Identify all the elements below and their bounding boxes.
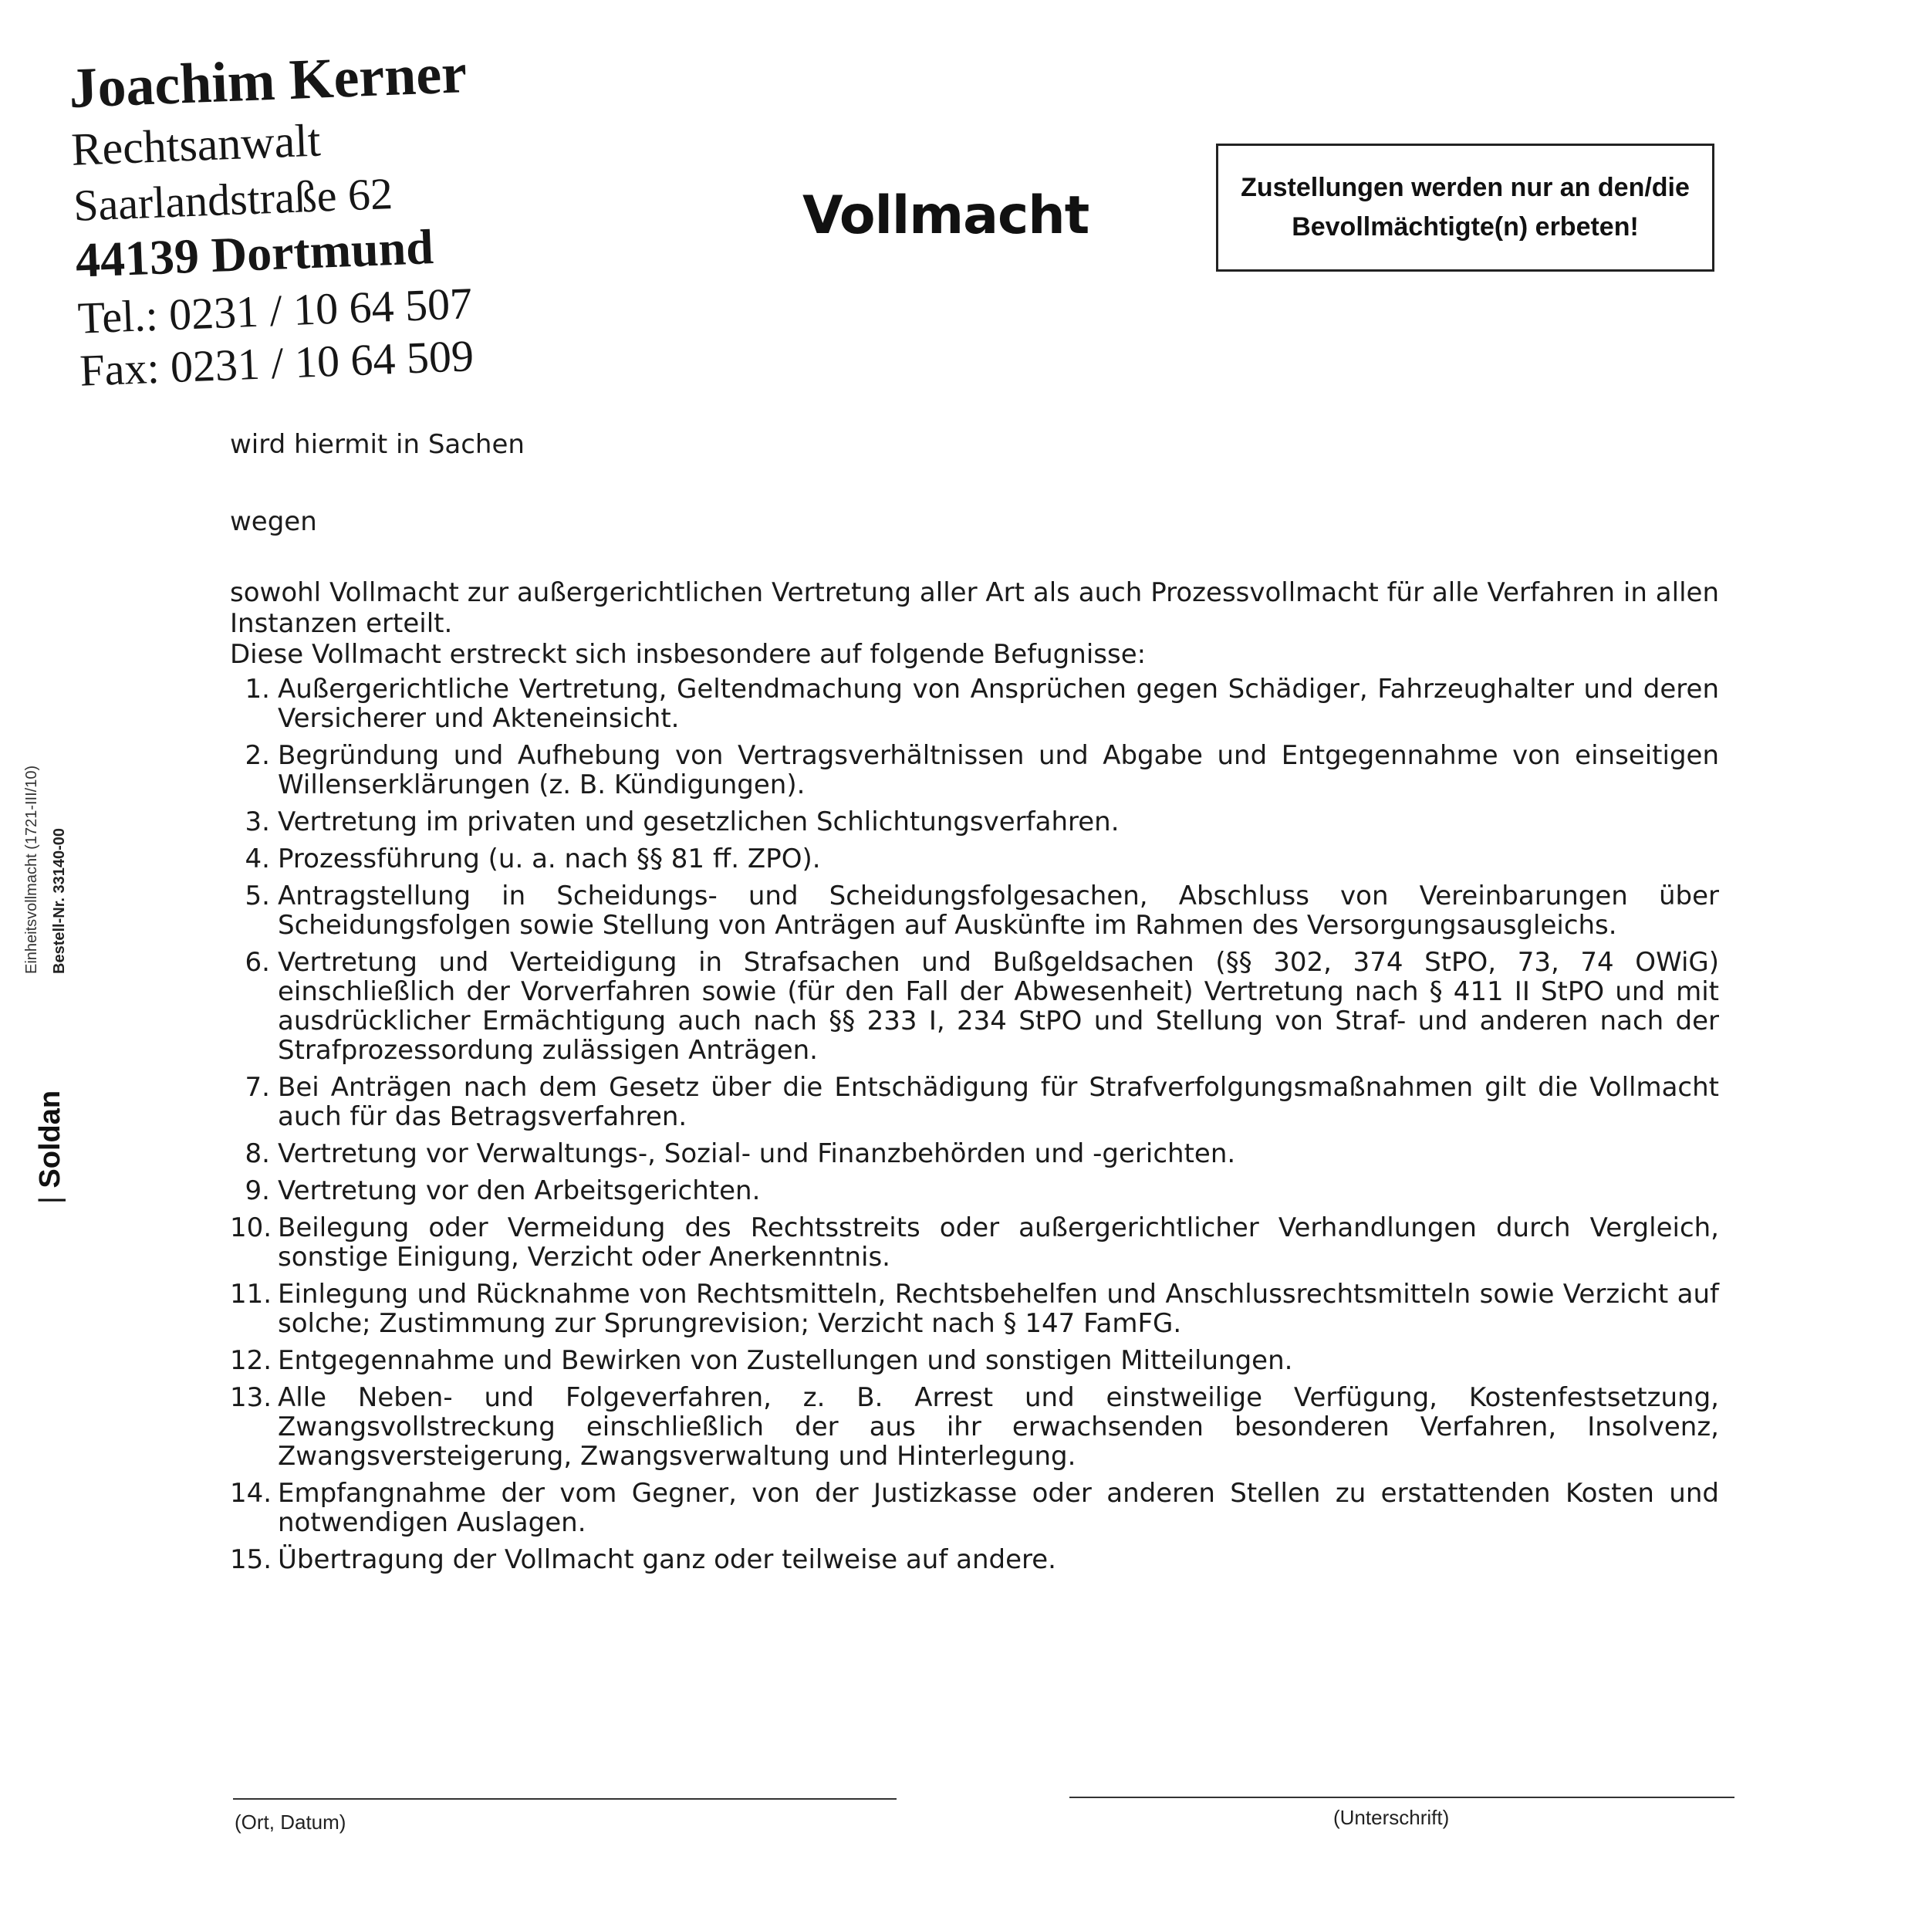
order-number: Bestell-Nr. 33140-00 xyxy=(51,827,68,974)
power-item xyxy=(230,881,1719,940)
power-item-number: 1. xyxy=(245,674,270,705)
power-item xyxy=(230,948,1719,1065)
power-item-text: Vertretung und Verteidigung in Strafsachen und Bußgeldsachen (§§ 302, 374 StPO, 73, 74 OWiG) einschließlich der Vorverfahren sowie (für den Fall der Abwesenheit) Vertretung nach § 411 II StPO und mit ausdrücklicher Ermächtigung auch nach §§ 233 I, 234 StPO und Stellung von Straf- und anderen nach der Strafprozessordung zulässigen Anträgen. xyxy=(278,947,1719,1066)
delivery-notice-box xyxy=(1216,144,1714,272)
lawyer-stamp xyxy=(68,44,513,401)
power-item-number: 6. xyxy=(245,947,270,978)
power-item xyxy=(230,1176,1719,1205)
intro-lead: Diese Vollmacht erstreckt sich insbesondere auf folgende Befugnisse: xyxy=(230,639,1147,670)
power-item-number: 13. xyxy=(230,1382,272,1413)
power-item xyxy=(230,1073,1719,1131)
power-item-number: 14. xyxy=(230,1478,272,1509)
notice-line-2: Bevollmächtigte(n) erbeten! xyxy=(1292,212,1639,242)
power-item-text: Bei Anträgen nach dem Gesetz über die Entschädigung für Strafverfolgungsmaßnahmen gilt die Vollmacht auch für das Betragsverfahren. xyxy=(278,1072,1719,1132)
matter-field-label: wird hiermit in Sachen xyxy=(230,429,525,460)
power-item xyxy=(230,844,1719,874)
signature-label: (Unterschrift) xyxy=(1333,1806,1450,1829)
stamp-tel: Tel.: 0231 / 10 64 507 xyxy=(76,278,474,343)
place-date-line xyxy=(233,1798,897,1800)
power-item xyxy=(230,1545,1719,1574)
power-item-text: Außergerichtliche Vertretung, Geltendmachung von Ansprüchen gegen Schädiger, Fahrzeughalter und deren Versicherer und Akteneinsicht. xyxy=(278,674,1719,734)
power-item-number: 15. xyxy=(230,1544,272,1575)
power-item xyxy=(230,1280,1719,1338)
intro-text xyxy=(230,577,1719,670)
power-item-number: 9. xyxy=(245,1175,270,1206)
power-item xyxy=(230,1479,1719,1537)
power-item xyxy=(230,1139,1719,1168)
power-item-text: Einlegung und Rücknahme von Rechtsmitteln, Rechtsbehelfen und Anschlussrechtsmitteln sowie Verzicht auf solche; Zustimmung zur Sprungrevision; Verzicht nach § 147 FamFG. xyxy=(278,1279,1719,1339)
stamp-profession: Rechtsanwalt xyxy=(70,114,322,175)
power-item-number: 7. xyxy=(245,1072,270,1103)
brand-name: Soldan xyxy=(34,1090,66,1188)
power-item xyxy=(230,741,1719,800)
subject-field-label: wegen xyxy=(230,506,317,537)
stamp-street: Saarlandstraße 62 xyxy=(72,167,394,231)
form-name: Einheitsvollmacht (1721-III/10) xyxy=(23,765,40,974)
power-item xyxy=(230,674,1719,733)
stamp-name: Joachim Kerner xyxy=(67,42,468,120)
power-item-text: Beilegung oder Vermeidung des Rechtsstreits oder außergerichtlicher Verhandlungen durch Vergleich, sonstige Einigung, Verzicht oder Anerkenntnis. xyxy=(278,1212,1719,1273)
power-item-text: Vertretung vor den Arbeitsgerichten. xyxy=(278,1175,761,1206)
power-item-text: Antragstellung in Scheidungs- und Scheidungsfolgesachen, Abschluss von Vereinbarungen über Scheidungsfolgen sowie Stellung von Anträgen auf Auskünfte im Rahmen des Versorgungsausgleichs. xyxy=(278,881,1719,941)
power-item-text: Vertretung vor Verwaltungs-, Sozial- und Finanzbehörden und -gerichten. xyxy=(278,1138,1236,1169)
power-item-number: 12. xyxy=(230,1345,272,1376)
intro-paragraph: sowohl Vollmacht zur außergerichtlichen Vertretung aller Art als auch Prozessvollmacht für alle Verfahren in allen Instanzen erteilt. xyxy=(230,577,1719,639)
power-item xyxy=(230,807,1719,837)
power-item-number: 3. xyxy=(245,806,270,837)
power-item-text: Prozessführung (u. a. nach §§ 81 ff. ZPO). xyxy=(278,844,821,874)
powers-list xyxy=(230,674,1719,1582)
power-item xyxy=(230,1213,1719,1272)
stamp-fax: Fax: 0231 / 10 64 509 xyxy=(79,330,475,396)
publisher-logo: | Soldan xyxy=(34,1090,66,1204)
power-item-text: Vertretung im privaten und gesetzlichen Schlichtungsverfahren. xyxy=(278,806,1120,837)
power-item xyxy=(230,1383,1719,1471)
place-date-label: (Ort, Datum) xyxy=(235,1810,346,1834)
stamp-city: 44139 Dortmund xyxy=(74,219,435,288)
power-item-number: 11. xyxy=(230,1279,272,1310)
power-item-text: Begründung und Aufhebung von Vertragsverhältnissen und Abgabe und Entgegennahme von einseitigen Willenserklärungen (z. B. Kündigungen). xyxy=(278,740,1719,800)
document-title: Vollmacht xyxy=(802,185,1089,246)
power-item-text: Entgegennahme und Bewirken von Zustellungen und sonstigen Mitteilungen. xyxy=(278,1345,1293,1376)
power-item-number: 4. xyxy=(245,844,270,874)
notice-line-1: Zustellungen werden nur an den/die xyxy=(1241,173,1690,202)
power-item-text: Empfangnahme der vom Gegner, von der Justizkasse oder anderen Stellen zu erstattenden Kosten und notwendigen Auslagen. xyxy=(278,1478,1719,1538)
power-item-number: 10. xyxy=(230,1212,272,1243)
power-item-text: Alle Neben- und Folgeverfahren, z. B. Arrest und einstweilige Verfügung, Kostenfestsetzung, Zwangsvollstreckung einschließlich der aus ihr erwachsenden besonderen Verfahren, Insolvenz, Zwangsversteigerung, Zwangsverwaltung und Hinterlegung. xyxy=(278,1382,1719,1472)
power-item-number: 8. xyxy=(245,1138,270,1169)
power-item-number: 2. xyxy=(245,740,270,771)
signature-line xyxy=(1069,1797,1734,1798)
power-item-text: Übertragung der Vollmacht ganz oder teilweise auf andere. xyxy=(278,1544,1056,1575)
power-item xyxy=(230,1346,1719,1375)
power-item-number: 5. xyxy=(245,881,270,911)
